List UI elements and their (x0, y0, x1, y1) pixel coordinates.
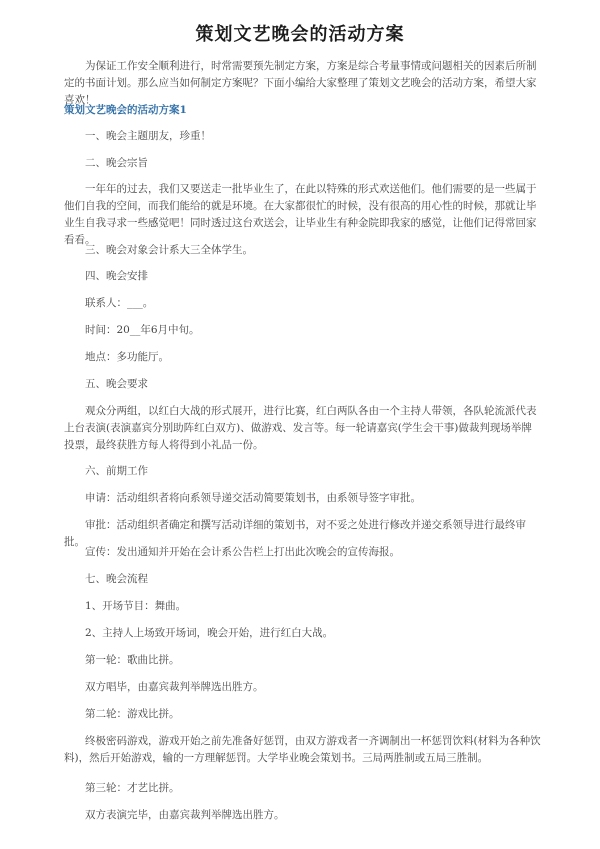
procedure-heading: 七、晚会流程 (85, 573, 148, 585)
section-title: 策划文艺晚会的活动方案1 (64, 104, 187, 116)
approval-line: 审批：活动组织者确定和撰写活动详细的策划书，对不妥之处进行修改并递交系领导进行最终审批。 (64, 519, 526, 548)
promotion-line: 宣传：发出通知并开始在会计系公告栏上打出此次晚会的宣传海报。 (85, 546, 400, 558)
requirements-paragraph: 观众分两组，以红白大战的形式展开，进行比赛，红白两队各由一个主持人带领，各队轮流派代表上台表演(表演嘉宾分别助阵红白双方)、做游戏、发言等。每一轮请嘉宾(学生会干事)做裁判现场举牌投票，最终获胜方每人将得到小礼品一份。 (64, 405, 537, 451)
round-three-line: 第三轮：才艺比拼。 (85, 782, 180, 794)
round-one-result: 双方唱毕，由嘉宾裁判举牌选出胜方。 (85, 681, 264, 693)
round-two-paragraph: 终极密码游戏，游戏开始之前先准备好惩罚，由双方游戏者一齐调制出一杯惩罚饮料(材料为各种饮料)，然后开始游戏，输的一方理解惩罚。大学毕业晚会策划书。三局两胜制或五局三胜制。 (64, 735, 541, 764)
round-one-line: 第一轮：歌曲比拼。 (85, 654, 180, 666)
document-title: 策划文艺晚会的活动方案 (195, 24, 405, 45)
round-two-line: 第二轮：游戏比拼。 (85, 708, 180, 720)
application-line: 申请：活动组织者将向系领导递交活动简要策划书，由系领导签字审批。 (85, 492, 421, 504)
location-line: 地点：多功能厅。 (85, 351, 169, 363)
purpose-paragraph: 一年年的过去，我们又要送走一批毕业生了，在此以特殊的形式欢送他们。他们需要的是一些属于他们自我的空间，而我们能给的就是环境。在大家都很忙的时候，没有很高的用心性的时候，那就让毕业生自我寻求一些感觉吧！同时透过这台欢送会，让毕业生有种金院即我家的感觉，让他们记得常回家看看。 (64, 183, 537, 246)
round-three-result: 双方表演完毕，由嘉宾裁判举牌选出胜方。 (85, 809, 285, 821)
intro-paragraph: 为保证工作安全顺利进行，时常需要预先制定方案，方案是综合考量事情或问题相关的因素后所制定的书面计划。那么应当如何制定方案呢？下面小编给大家整理了策划文艺晚会的活动方案，希望大家喜欢！ (64, 60, 537, 106)
audience-line: 三、晚会对象会计系大三全体学生。 (85, 244, 253, 256)
time-line: 时间：20__年6月中旬。 (85, 324, 200, 336)
host-line: 2、主持人上场致开场词，晚会开始，进行红白大战。 (85, 627, 334, 639)
contact-line: 联系人：___。 (85, 297, 154, 309)
opening-line: 1、开场节目：舞曲。 (85, 600, 187, 612)
purpose-heading: 二、晚会宗旨 (85, 157, 148, 169)
requirements-heading: 五、晚会要求 (85, 378, 148, 390)
theme-line: 一、晚会主题朋友，珍重！ (85, 130, 211, 142)
preparation-heading: 六、前期工作 (85, 465, 148, 477)
arrangement-heading: 四、晚会安排 (85, 270, 148, 282)
